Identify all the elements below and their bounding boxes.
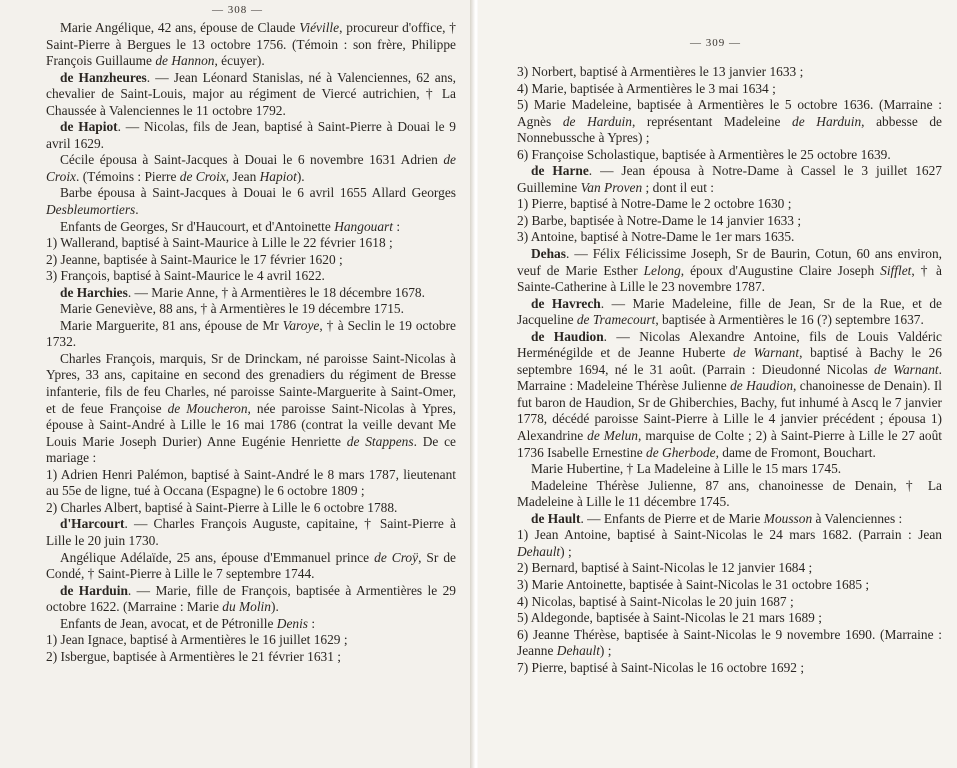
text-run: 1) Wallerand, baptisé à Saint-Maurice à Lille le 22 février 1618 ; <box>46 235 393 251</box>
text-run: 1) Pierre, baptisé à Notre-Dame le 2 octobre 1630 ; <box>517 196 792 212</box>
name-italic: Sifflet <box>880 262 912 278</box>
text-run: Madeleine Thérèse Julienne, 87 ans, chanoinesse de Denain, † La Madeleine à Lille le 11 décembre 1745. <box>517 477 942 510</box>
text-run: , baptisé à Bachy le 26 septembre 1694, né le 31 août. (Parrain : Dieudonné Nicolas <box>517 345 942 377</box>
text-run: . — Nicolas Alexandre Antoine, fils de Louis Valdéric Herménégilde et de Jeanne Huberte <box>517 328 942 361</box>
paragraph <box>46 318 456 351</box>
paragraph <box>517 163 942 196</box>
name-italic: Varoye <box>282 317 320 333</box>
paragraph <box>46 252 456 269</box>
paragraph <box>517 246 942 296</box>
text-run: Marie Angélique, 42 ans, épouse de Claude <box>60 20 300 35</box>
text-run: , marquise de Colte ; 2) à Saint-Pierre à Lille le 27 août 1736 Isabelle Ernestine <box>517 428 943 460</box>
right-page <box>478 0 957 768</box>
name-italic: Hapiot <box>259 168 297 184</box>
text-run: . — Félix Félicissime Joseph, Sr de Baurin, Cotun, 60 ans environ, veuf de Marie Esther <box>517 246 942 278</box>
surname: de Haudion <box>531 328 604 344</box>
name-italic: Viéville <box>299 20 340 35</box>
text-run: 1) Jean Antoine, baptisé à Saint-Nicolas le 24 mars 1682. (Parrain : Jean <box>517 527 942 543</box>
paragraph <box>46 550 456 583</box>
surname: de Havrech <box>531 295 601 311</box>
text-run: , née paroisse Saint-Nicolas à Ypres, épouse à Saint-André à Lille le 16 mai 1786 (contrat la veille devant Me Louis Marie Joseph Durier) Anne Eugénie Henriette <box>46 400 456 449</box>
text-run: , abbesse de Nonnebussche à Ypres) ; <box>517 113 942 146</box>
text-run: 2) Barbe, baptisée à Notre-Dame le 14 janvier 1633 ; <box>517 212 802 228</box>
name-italic: Mousson <box>763 510 813 526</box>
text-run: 7) Pierre, baptisé à Saint-Nicolas le 16 octobre 1692 ; <box>517 659 805 675</box>
text-run: , † à Seclin le 19 octobre 1732. <box>46 317 456 350</box>
text-run: . <box>135 202 139 218</box>
text-run: , chanoinesse de Denain). Il fut baron de Haudion, Sr de Ghiberchies, Bachy, fut inhumé à Ascq le 7 janvier 1778, décédé paroisse Saint-Pierre à Lille le 4 janvier précédent ; épousa 1) Alexandrine <box>517 378 942 444</box>
text-run: 1) Adrien Henri Palémon, baptisé à Saint-André le 8 mars 1787, lieutenant au 55e de ligne, tué à Occana (Espagne) le 6 octobre 1809 ; <box>46 466 456 499</box>
text-run: , procureur d'office, † Saint-Pierre à Bergues le 13 octobre 1756. (Témoin : son frère, Philippe François Guillaume <box>46 20 456 69</box>
name-italic: Dehault <box>556 643 600 659</box>
name-italic: Dehault <box>517 543 561 559</box>
text-run: . (Témoins : Pierre <box>76 168 180 184</box>
text-run: 4) Nicolas, baptisé à Saint-Nicolas le 20 juin 1687 ; <box>517 593 794 609</box>
surname: Dehas <box>531 246 566 262</box>
left-page-text <box>46 20 456 665</box>
name-italic: de Moucheron <box>167 400 248 416</box>
paragraph <box>46 583 456 616</box>
paragraph <box>517 594 942 611</box>
text-run: . — Marie Madeleine, fille de Jean, Sr de la Rue, et de Jacqueline <box>517 295 942 328</box>
paragraph <box>46 616 456 633</box>
text-run: 2) Bernard, baptisé à Saint-Nicolas le 12 janvier 1684 ; <box>517 560 813 576</box>
paragraph <box>517 560 942 577</box>
surname: d'Harcourt <box>60 516 125 532</box>
paragraph <box>517 610 942 627</box>
text-run: , dame de Fromont, Bouchart. <box>715 444 876 460</box>
text-run: . — Nicolas, fils de Jean, baptisé à Saint-Pierre à Douai le 9 avril 1629. <box>46 119 457 151</box>
text-run: 2) Isbergue, baptisée à Armentières le 21 février 1631 ; <box>46 648 341 664</box>
text-run: 6) Françoise Scholastique, baptisée à Armentières le 25 octobre 1639. <box>517 146 891 162</box>
paragraph <box>46 500 456 517</box>
name-italic: de Croÿ <box>374 549 419 565</box>
text-run: ). <box>270 599 279 615</box>
name-italic: de Gherbode <box>646 444 716 460</box>
text-run: 1) Jean Ignace, baptisé à Armentières le 16 juillet 1629 ; <box>46 632 348 648</box>
name-italic: de Croix <box>179 168 226 184</box>
text-run: . — Marie, fille de François, baptisée à Armentières le 29 octobre 1622. (Marraine : Marie <box>46 582 457 615</box>
paragraph <box>46 235 456 252</box>
surname: de Harchies <box>60 284 128 300</box>
paragraph <box>46 467 456 500</box>
text-run: , baptisée à Armentières le 16 (?) septembre 1637. <box>655 312 924 328</box>
text-run: , représentant Madeleine <box>631 113 793 129</box>
text-run: . De ce mariage : <box>46 433 456 466</box>
paragraph <box>517 64 942 81</box>
paragraph <box>46 152 456 185</box>
text-run: , époux d'Augustine Claire Joseph <box>680 262 881 278</box>
name-italic: Hangouart <box>334 218 393 234</box>
text-run: 3) Marie Antoinette, baptisée à Saint-Nicolas le 31 octobre 1685 ; <box>517 576 870 592</box>
paragraph <box>46 516 456 549</box>
right-page-text <box>517 64 942 676</box>
text-run: 2) Charles Albert, baptisé à Saint-Pierre à Lille le 6 octobre 1788. <box>46 499 398 515</box>
paragraph <box>517 461 942 478</box>
paragraph <box>517 196 942 213</box>
text-run: Marie Marguerite, 81 ans, épouse de Mr <box>60 317 283 333</box>
text-run: , † à Sainte-Catherine à Lille le 23 novembre 1787. <box>517 262 942 295</box>
name-italic: de Melun <box>587 428 639 444</box>
paragraph <box>517 213 942 230</box>
paragraph <box>46 632 456 649</box>
text-run: ) ; <box>560 543 572 559</box>
text-run: 2) Jeanne, baptisée à Saint-Maurice le 17 février 1620 ; <box>46 251 343 267</box>
text-run: 3) Norbert, baptisé à Armentières le 13 janvier 1633 ; <box>517 64 804 79</box>
paragraph <box>46 351 456 467</box>
text-run: . — Jean épousa à Notre-Dame à Cassel le 3 juillet 1627 Guillemine <box>517 163 942 195</box>
text-run: , Jean <box>225 168 260 184</box>
text-run: Barbe épousa à Saint-Jacques à Douai le 6 avril 1655 Allard Georges <box>60 185 456 201</box>
name-italic: de Warnant <box>733 345 800 361</box>
text-run: , écuyer). <box>214 53 265 69</box>
text-run: Charles François, marquis, Sr de Drinckam, né paroisse Saint-Nicolas à Ypres, 33 ans, capitaine en second des grenadiers du régiment de Bresse infanterie, fils de feu Charles, né paroisse Sainte-Marguerite à Saint-Omer, et de feue Françoise <box>46 350 456 416</box>
paragraph <box>517 627 942 660</box>
text-run: 3) Antoine, baptisé à Notre-Dame le 1er mars 1635. <box>517 229 795 245</box>
paragraph <box>517 147 942 164</box>
name-italic: Desbleumortiers <box>46 202 136 218</box>
paragraph <box>46 70 456 120</box>
name-italic: de Haudion <box>730 378 794 394</box>
name-italic: Denis <box>276 615 309 631</box>
paragraph <box>46 185 456 218</box>
text-run: Angélique Adélaïde, 25 ans, épouse d'Emmanuel prince <box>60 549 375 565</box>
text-run: : <box>392 218 401 234</box>
page-number-left: — 308 — <box>212 4 263 16</box>
paragraph <box>517 329 942 461</box>
text-run: ) ; <box>599 643 612 659</box>
text-run: ; dont il eut : <box>642 179 714 195</box>
name-italic: de Tramecourt <box>576 312 656 328</box>
name-italic: de Croix <box>46 152 456 184</box>
paragraph <box>517 527 942 560</box>
paragraph <box>46 20 456 70</box>
left-page <box>0 0 474 768</box>
paragraph <box>517 97 942 147</box>
paragraph <box>517 660 942 677</box>
name-italic: Van Proven <box>580 179 643 195</box>
paragraph <box>517 478 942 511</box>
surname: de Hanzheures <box>60 69 147 85</box>
text-run: Marie Geneviève, 88 ans, † à Armentières le 19 décembre 1715. <box>60 301 404 317</box>
paragraph <box>517 81 942 98</box>
paragraph <box>46 649 456 666</box>
text-run: 3) François, baptisé à Saint-Maurice le 4 avril 1622. <box>46 268 325 284</box>
name-italic: de Harduin <box>792 113 862 129</box>
text-run: Enfants de Georges, Sr d'Haucourt, et d'Antoinette <box>60 218 335 234</box>
text-run: 5) Aldegonde, baptisée à Saint-Nicolas le 21 mars 1689 ; <box>517 610 822 626</box>
paragraph <box>517 296 942 329</box>
text-run: Cécile épousa à Saint-Jacques à Douai le 6 novembre 1631 Adrien <box>60 152 444 168</box>
text-run: à Valenciennes : <box>812 510 903 526</box>
name-italic: de Stappens <box>346 433 414 449</box>
paragraph <box>46 219 456 236</box>
paragraph <box>46 119 456 152</box>
surname: de Hapiot <box>60 119 118 135</box>
text-run: Enfants de Jean, avocat, et de Pétronille <box>60 615 277 631</box>
surname: de Harne <box>531 163 589 179</box>
text-run: . Marraine : Madeleine Thérèse Julienne <box>517 361 943 394</box>
name-italic: de Hannon <box>155 53 215 69</box>
surname: de Harduin <box>60 582 128 598</box>
text-run: , Sr de Condé, † Saint-Pierre à Lille le 7 septembre 1744. <box>46 549 456 582</box>
text-run: . — Jean Léonard Stanislas, né à Valenciennes, 62 ans, chevalier de Saint-Louis, major au régiment de Viercé autrichien, † La Chaussée à Valenciennes le 11 octobre 1792. <box>46 69 456 118</box>
paragraph <box>46 301 456 318</box>
paragraph <box>517 229 942 246</box>
name-italic: du Molin <box>222 599 271 615</box>
paragraph <box>517 511 942 528</box>
text-run: 6) Jeanne Thérèse, baptisée à Saint-Nicolas le 9 novembre 1690. (Marraine : Jeanne <box>517 626 942 659</box>
name-italic: de Warnant <box>874 361 939 377</box>
name-italic: Lelong <box>643 262 681 278</box>
text-run: . — Enfants de Pierre et de Marie <box>580 510 764 526</box>
paragraph <box>517 577 942 594</box>
page-number-right: — 309 — <box>690 37 741 49</box>
text-run: 5) Marie Madeleine, baptisée à Armentières le 5 octobre 1636. (Marraine : Agnès <box>517 97 942 129</box>
text-run: ). <box>296 168 305 184</box>
text-run: Marie Hubertine, † La Madeleine à Lille le 15 mars 1745. <box>531 461 842 477</box>
surname: de Hault <box>531 510 581 526</box>
text-run: . — Marie Anne, † à Armentières le 18 décembre 1678. <box>127 284 425 300</box>
name-italic: de Harduin <box>562 113 632 129</box>
paragraph <box>46 285 456 302</box>
paragraph <box>46 268 456 285</box>
text-run: : <box>308 615 316 631</box>
text-run: . — Charles François Auguste, capitaine, † Saint-Pierre à Lille le 20 juin 1730. <box>46 516 456 548</box>
text-run: 4) Marie, baptisée à Armentières le 3 mai 1634 ; <box>517 80 776 96</box>
